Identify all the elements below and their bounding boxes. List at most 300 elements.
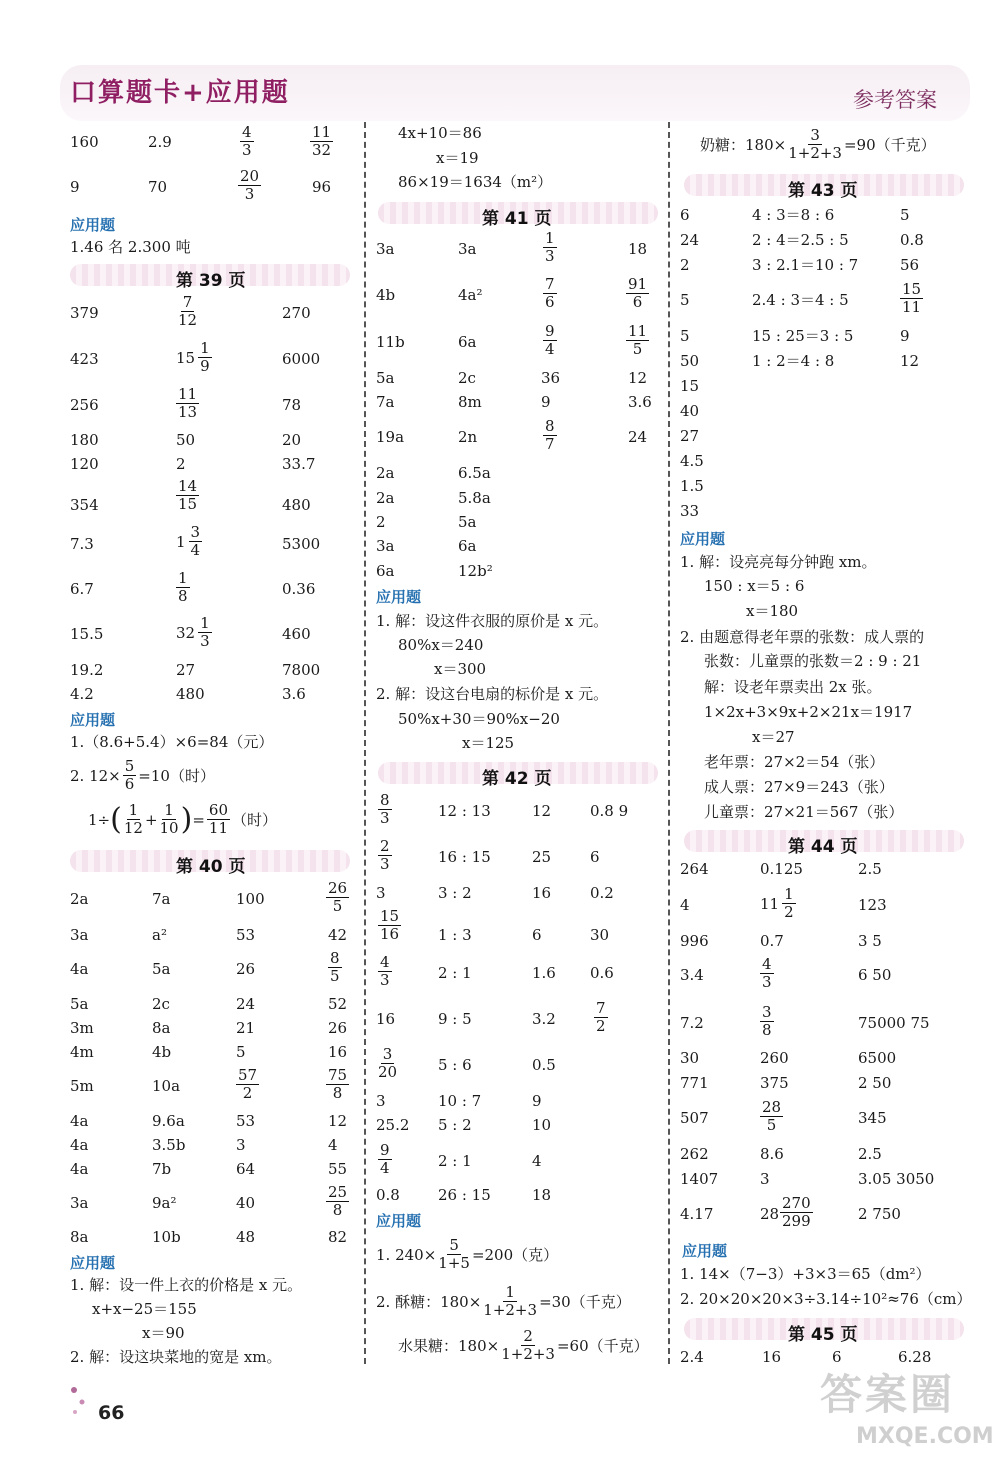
denominator: 5 — [330, 967, 340, 985]
equation-line — [376, 1237, 558, 1272]
answer-item: 0.5 — [532, 1056, 556, 1074]
answer-item: 4a — [70, 1160, 89, 1178]
answer-item: 3a — [70, 926, 89, 944]
numerator: 270 — [782, 1194, 811, 1212]
answer-item: 1. 解：设亮亮每分钟跑 xm。 — [680, 553, 877, 571]
answer-item: 3.6 — [628, 393, 652, 411]
equation-suffix: =200（克） — [471, 1246, 559, 1264]
equation-line — [376, 1284, 631, 1319]
answer-item: 4b — [376, 286, 396, 304]
answer-item: 5 — [236, 1043, 246, 1061]
fraction-answer — [543, 230, 557, 265]
denominator: 12 — [178, 311, 198, 329]
answer-item: 52 — [328, 995, 348, 1013]
answer-item: 15 — [680, 377, 700, 395]
answer-item: 5 — [680, 291, 690, 309]
answer-item: 354 — [70, 496, 99, 514]
numerator: 25 — [328, 1183, 348, 1201]
answer-item: 423 — [70, 350, 99, 368]
answer-item: 50 — [680, 352, 700, 370]
equation-prefix: 2. 酥糖：180× — [376, 1293, 482, 1311]
section-label-app: 应用题 — [70, 1254, 116, 1272]
answer-item: 2 750 — [858, 1205, 901, 1223]
answer-item: 6.28 — [898, 1348, 932, 1366]
numerator: 9 — [545, 322, 555, 340]
answer-item: 6.5a — [458, 464, 491, 482]
whole-part: 11 — [760, 894, 780, 913]
numerator: 9 — [380, 1141, 390, 1159]
answer-item: 2 — [176, 455, 186, 473]
answer-item: 3 : 2 — [438, 884, 472, 902]
numerator: 7 — [182, 293, 193, 311]
answer-item: 5m — [70, 1077, 94, 1095]
answer-item: 9 — [900, 327, 910, 345]
answer-item: 42 — [328, 926, 348, 944]
equation-line — [88, 802, 277, 837]
answer-item: 12 — [900, 352, 920, 370]
answer-item: 27 — [176, 661, 196, 679]
answer-item: 26 : 15 — [438, 1186, 491, 1204]
answer-item: 507 — [680, 1109, 709, 1127]
answer-item: 4.2 — [70, 685, 94, 703]
fraction-answer — [378, 954, 392, 989]
numerator: 15 — [380, 907, 400, 925]
fraction-answer — [543, 418, 557, 453]
answer-item: 2. 解：设这块菜地的宽是 xm。 — [70, 1348, 282, 1366]
section-label-app: 应用题 — [682, 1242, 728, 1260]
equation-part: （时） — [232, 811, 278, 829]
paren-open: ( — [110, 801, 122, 837]
section-label-app: 应用题 — [680, 530, 726, 548]
answer-item: 2.5 — [858, 860, 882, 878]
answer-item: 张数：儿童票的张数＝2 : 9 : 21 — [704, 652, 922, 670]
answer-item: 480 — [282, 496, 311, 514]
answer-item: 2 — [680, 256, 690, 274]
answer-item: 16 — [762, 1348, 782, 1366]
answer-item: 7b — [152, 1160, 172, 1178]
fraction-answer — [378, 838, 392, 873]
watermark-site: MXQE.COM — [856, 1424, 994, 1449]
answer-item: 2.9 — [148, 133, 172, 151]
answer-item: 28 — [760, 1205, 780, 1223]
answer-item: 5a — [376, 369, 395, 387]
column-divider-2 — [668, 122, 670, 1364]
numerator: 57 — [238, 1066, 258, 1084]
page-number: 66 — [98, 1402, 125, 1424]
fraction-answer — [176, 524, 202, 559]
answer-item: 2 — [376, 513, 386, 531]
numerator: 60 — [208, 801, 228, 819]
answer-item: 儿童票：27×21＝567（张） — [704, 803, 904, 821]
answer-item: 6 — [532, 926, 542, 944]
fraction-answer — [176, 340, 212, 375]
equation-prefix: 1. 240× — [376, 1245, 437, 1264]
answer-item: 480 — [176, 685, 205, 703]
answer-item: 12 — [328, 1112, 348, 1130]
answer-item: 160 — [70, 133, 99, 151]
fraction-answer — [326, 1184, 349, 1219]
denominator: 8 — [762, 1021, 772, 1039]
answer-item: 50%x+30＝90%x−20 — [398, 710, 560, 728]
answer-item: 2. 由题意得老年票的张数：成人票的 — [680, 628, 925, 646]
answer-item: 7a — [376, 393, 395, 411]
answer-item: 3 — [376, 1092, 386, 1110]
denominator: 11 — [902, 298, 922, 316]
numerator: 4 — [242, 123, 252, 141]
answer-item: 成人票：27×9＝243（张） — [704, 778, 894, 796]
answer-item: 1.6 — [532, 964, 556, 982]
equation-part: = — [192, 810, 205, 829]
answer-item: 5.8a — [458, 489, 491, 507]
denominator: 5 — [632, 340, 643, 358]
answer-item: 15.5 — [70, 625, 104, 643]
page-heading: 第 39 页 — [176, 271, 246, 291]
answer-item: 0.8 — [900, 231, 924, 249]
numerator: 3 — [810, 126, 820, 144]
numerator: 5 — [124, 757, 135, 775]
denominator: 12 — [123, 819, 143, 837]
numerator: 20 — [240, 167, 260, 185]
answer-item: 3.05 3050 — [858, 1170, 935, 1188]
answer-item: 16 — [328, 1043, 348, 1061]
numerator: 15 — [902, 280, 922, 298]
denominator: 3 — [200, 632, 210, 650]
section-label-app: 应用题 — [376, 588, 422, 606]
answer-item: 24 — [680, 231, 700, 249]
answer-item: 1.46 名 2.300 吨 — [70, 238, 191, 256]
numerator: 1 — [128, 801, 139, 819]
numerator: 7 — [596, 999, 606, 1017]
denominator: 299 — [782, 1212, 811, 1230]
answer-item: 0.2 — [590, 884, 614, 902]
answer-item: 16 : 15 — [438, 848, 491, 866]
answer-item: 33.7 — [282, 455, 316, 473]
answer-item: 4a — [70, 1112, 89, 1130]
answer-item: 8m — [458, 393, 482, 411]
denominator: 1+2+3 — [501, 1345, 555, 1363]
answer-item: 50 — [176, 431, 196, 449]
answer-item: 5 — [680, 327, 690, 345]
answer-item: 5a — [152, 960, 171, 978]
fraction-answer — [543, 276, 557, 311]
answer-item: 6500 — [858, 1049, 897, 1067]
denominator: 2 — [596, 1017, 606, 1035]
denominator: 11 — [208, 819, 228, 837]
answer-item: 256 — [70, 396, 99, 414]
denominator: 4 — [545, 340, 555, 358]
denominator: 3 — [380, 855, 390, 873]
denominator: 2 — [784, 903, 794, 921]
answer-item: 10 — [532, 1116, 552, 1134]
numerator: 2 — [523, 1327, 533, 1345]
answer-item: x＝180 — [746, 602, 799, 620]
equation-suffix: =30（千克） — [539, 1293, 631, 1311]
fraction-answer — [240, 124, 254, 159]
answer-item: 2. 20×20×20×3÷3.14÷10²≈76（cm） — [680, 1290, 972, 1308]
answer-item: 55 — [328, 1160, 348, 1178]
answer-item: 6000 — [282, 350, 321, 368]
equation-prefix: 2. 12× — [70, 766, 121, 785]
equation-suffix: =10（时） — [138, 767, 215, 785]
fraction-answer — [760, 956, 774, 991]
denominator: 1+5 — [438, 1254, 470, 1272]
fraction-answer — [376, 1046, 399, 1081]
answer-item: 180 — [70, 431, 99, 449]
answer-item: 1.（8.6+5.4）×6=84（元） — [70, 733, 274, 751]
answer-item: 2a — [376, 464, 395, 482]
numerator: 8 — [380, 791, 390, 809]
whole-part: 1 — [176, 532, 186, 551]
numerator: 11 — [628, 322, 648, 340]
answer-item: 1. 解：设这件衣服的原价是 x 元。 — [376, 612, 609, 630]
answer-item: 25.2 — [376, 1116, 410, 1134]
fraction-answer — [326, 880, 349, 915]
denominator: 7 — [545, 435, 555, 453]
denominator: 3 — [242, 141, 252, 159]
answer-item: 0.125 — [760, 860, 803, 878]
answer-item: 5a — [458, 513, 477, 531]
answer-item: 5 : 6 — [438, 1056, 472, 1074]
answer-item: 100 — [236, 890, 265, 908]
section-label-app: 应用题 — [70, 216, 116, 234]
answer-item: 771 — [680, 1074, 709, 1092]
answer-item: 33 — [680, 502, 700, 520]
fraction-answer — [238, 168, 261, 203]
denominator: 3 — [545, 247, 555, 265]
answer-item: 3 — [376, 884, 386, 902]
answer-item: 64 — [236, 1160, 256, 1178]
flourish-icon — [66, 1380, 96, 1420]
fraction-answer — [176, 615, 212, 650]
answer-item: 2. 解：设这台电扇的标价是 x 元。 — [376, 685, 609, 703]
denominator: 15 — [178, 495, 198, 513]
equation-line — [700, 127, 936, 162]
answer-item: 20 — [282, 431, 302, 449]
page-heading: 第 40 页 — [176, 857, 246, 877]
answer-item: 27 — [680, 427, 700, 445]
answer-item: 10b — [152, 1228, 181, 1246]
answer-item: 375 — [760, 1074, 789, 1092]
answer-item: 12 — [532, 802, 552, 820]
numerator: 7 — [545, 275, 555, 293]
answer-item: x＝90 — [142, 1324, 185, 1342]
page-heading: 第 43 页 — [788, 181, 858, 201]
fraction-answer — [176, 386, 199, 421]
answer-item: 40 — [680, 402, 700, 420]
denominator: 4 — [190, 541, 201, 559]
answer-item: 4 : 3＝8 : 6 — [752, 206, 835, 224]
answer-item: 3 : 2.1＝10 : 7 — [752, 256, 859, 274]
answer-item: 270 — [282, 304, 311, 322]
answer-item: 264 — [680, 860, 709, 878]
equation-prefix: 奶糖：180× — [700, 136, 787, 154]
answer-item: 9 — [541, 393, 551, 411]
answer-item: 5 : 2 — [438, 1116, 472, 1134]
numerator: 1 — [164, 801, 174, 819]
numerator: 3 — [382, 1045, 393, 1063]
denominator: 6 — [545, 293, 555, 311]
denominator: 8 — [332, 1201, 343, 1219]
answer-item: 3m — [70, 1019, 94, 1037]
answer-item: 解：设老年票卖出 2x 张。 — [704, 678, 882, 696]
answer-item: x＝125 — [462, 734, 515, 752]
answer-item: 2 : 4＝2.5 : 5 — [752, 231, 849, 249]
answer-item: 3.4 — [680, 966, 704, 984]
answer-item: 18 — [628, 240, 648, 258]
denominator: 3 — [380, 971, 390, 989]
whole-part: 32 — [176, 623, 196, 642]
answer-item: 26 — [236, 960, 256, 978]
answer-item: 6 — [590, 848, 600, 866]
answer-item: 21 — [236, 1019, 256, 1037]
answer-item: 2a — [376, 489, 395, 507]
denominator: 9 — [200, 357, 210, 375]
answer-item: 11b — [376, 333, 405, 351]
answer-item: 6 — [680, 206, 690, 224]
denominator: 13 — [178, 403, 198, 421]
answer-item: 2a — [70, 890, 89, 908]
answer-item: 12 — [628, 369, 648, 387]
answer-item: 1407 — [680, 1170, 719, 1188]
numerator: 8 — [545, 417, 555, 435]
answer-item: 4b — [152, 1043, 172, 1061]
answer-item: 0.36 — [282, 580, 316, 598]
answer-item: 53 — [236, 1112, 256, 1130]
answer-item: 53 — [236, 926, 256, 944]
answer-item: 2 : 1 — [438, 1152, 472, 1170]
answer-item: 345 — [858, 1109, 887, 1127]
equation-suffix: =90（千克） — [843, 136, 936, 154]
fraction-answer — [760, 1099, 783, 1134]
answer-item: 4m — [70, 1043, 94, 1061]
fraction-answer — [176, 294, 199, 329]
answer-item: 8a — [152, 1019, 171, 1037]
page-heading: 第 45 页 — [788, 1325, 858, 1345]
answer-item: 25 — [532, 848, 552, 866]
fraction-answer — [236, 1067, 259, 1102]
equation-line — [70, 758, 215, 793]
answer-item: 9 — [70, 178, 80, 196]
numerator: 3 — [762, 1003, 772, 1021]
denominator: 3 — [380, 809, 390, 827]
answers-label: 参考答案 — [853, 88, 937, 112]
answer-item: 5a — [70, 995, 89, 1013]
answer-item: 30 — [680, 1049, 700, 1067]
answer-item: 70 — [148, 178, 168, 196]
answer-item: 1 : 2＝4 : 8 — [752, 352, 835, 370]
answer-item: 2.4 — [680, 1348, 704, 1366]
fraction-answer — [900, 281, 923, 316]
denominator: 32 — [312, 141, 332, 159]
column-divider-1 — [364, 122, 366, 1364]
numerator: 8 — [330, 949, 340, 967]
answer-item: 老年票：27×2＝54（张） — [704, 753, 885, 771]
answer-item: 262 — [680, 1145, 709, 1163]
answer-item: 16 — [532, 884, 552, 902]
answer-item: 24 — [628, 428, 648, 446]
answer-item: 0.8 — [376, 1186, 400, 1204]
page-heading: 第 44 页 — [788, 837, 858, 857]
numerator: 14 — [178, 477, 198, 495]
numerator: 1 — [178, 569, 188, 587]
answer-item: 4a — [70, 1136, 89, 1154]
answer-item: 5300 — [282, 535, 321, 553]
denominator: 5 — [332, 897, 343, 915]
answer-item: 75000 75 — [858, 1014, 930, 1032]
numerator: 1 — [545, 229, 555, 247]
answer-item: 123 — [858, 896, 887, 914]
answer-item: 379 — [70, 304, 99, 322]
numerator: 1 — [505, 1283, 515, 1301]
answer-item: 6.7 — [70, 580, 94, 598]
numerator: 91 — [628, 275, 648, 293]
answer-item: 4a² — [458, 286, 483, 304]
answer-item: 3a — [376, 537, 395, 555]
answer-item: a² — [152, 926, 167, 944]
answer-item: 260 — [760, 1049, 789, 1067]
answer-item: 12 : 13 — [438, 802, 491, 820]
answer-item: 26 — [328, 1019, 348, 1037]
answer-item: 19a — [376, 428, 405, 446]
answer-item: 30 — [590, 926, 610, 944]
denominator: 4 — [380, 1159, 390, 1177]
numerator: 1 — [200, 614, 210, 632]
denominator: 10 — [159, 819, 179, 837]
answer-item: 80%x＝240 — [398, 636, 484, 654]
fraction-answer — [626, 276, 649, 311]
watermark-logo: 答案圈 — [820, 1370, 956, 1419]
numerator: 11 — [312, 123, 332, 141]
answer-item: 9 — [532, 1092, 542, 1110]
fraction-answer — [378, 792, 392, 827]
answer-item: 996 — [680, 932, 709, 950]
answer-item: 3 — [236, 1136, 246, 1154]
denominator: 3 — [244, 185, 255, 203]
whole-part: 15 — [176, 348, 196, 367]
denominator: 1+2+3 — [788, 144, 842, 162]
answer-item: 3.5b — [152, 1136, 186, 1154]
section-label-app: 应用题 — [70, 711, 116, 729]
answer-item: 0.7 — [760, 932, 784, 950]
page-heading: 第 41 页 — [482, 209, 552, 229]
denominator: 6 — [632, 293, 643, 311]
answer-item: 120 — [70, 455, 99, 473]
denominator: 5 — [766, 1116, 777, 1134]
answer-item: 6 — [832, 1348, 842, 1366]
answer-item: 78 — [282, 396, 302, 414]
answer-item: 1×2x+3×9x+2×21x＝1917 — [704, 703, 913, 721]
answer-item: 3 — [760, 1170, 770, 1188]
answer-item: 6a — [376, 562, 395, 580]
answer-item: 7800 — [282, 661, 321, 679]
answer-item: 8a — [70, 1228, 89, 1246]
answer-item: 3 5 — [858, 932, 882, 950]
page-heading: 第 42 页 — [482, 769, 552, 789]
answer-item: 8.6 — [760, 1145, 784, 1163]
denominator: 6 — [124, 775, 135, 793]
numerator: 2 — [380, 837, 390, 855]
numerator: 1 — [784, 885, 794, 903]
answer-item: 1 : 3 — [438, 926, 472, 944]
fraction-answer — [176, 570, 190, 605]
answer-item: 7.2 — [680, 1014, 704, 1032]
denominator: 20 — [378, 1063, 398, 1081]
equation-part: 1÷ — [88, 810, 111, 829]
denominator: 3 — [762, 973, 772, 991]
answer-item: 5 — [900, 206, 910, 224]
answer-item: 2c — [152, 995, 170, 1013]
answer-item: 82 — [328, 1228, 348, 1246]
